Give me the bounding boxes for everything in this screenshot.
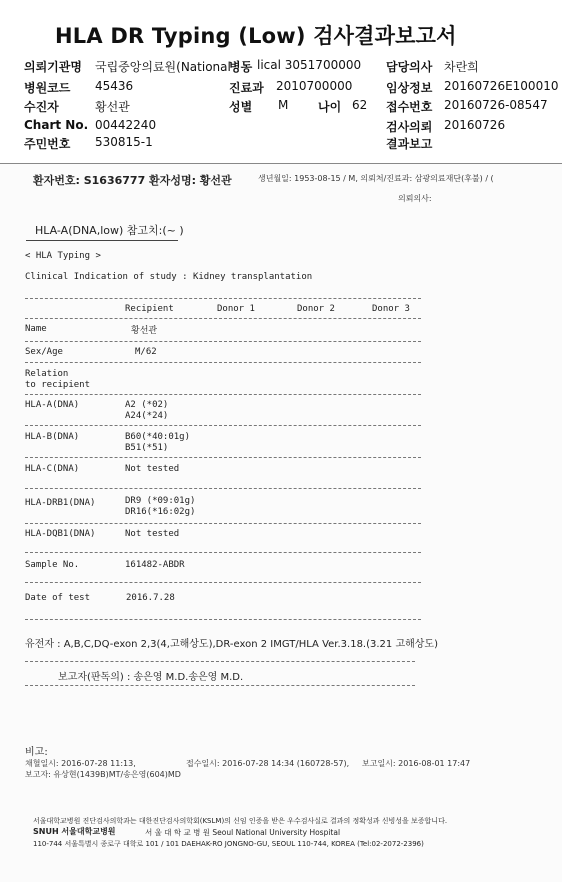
section-title: < HLA Typing >: [25, 251, 101, 261]
label-ward: 병동: [229, 60, 253, 74]
divider: [25, 619, 421, 620]
label-sex: 성별: [229, 100, 253, 114]
report-title: HLA DR Typing (Low) 검사결과보고서: [55, 24, 457, 48]
hla-reference: HLA-A(DNA,low) 참고치:(~ ): [35, 224, 184, 237]
label-resident-no: 주민번호: [24, 137, 71, 151]
label-result-report: 결과보고: [386, 137, 433, 151]
row-label-date-of-test: Date of test: [25, 593, 91, 603]
value-doctor: 차란희: [444, 60, 479, 74]
col-donor-2: Donor 2: [297, 304, 335, 314]
value-age: 62: [352, 98, 368, 112]
requester-line: 의뢰의사:: [398, 194, 432, 203]
row-label-sample-no: Sample No.: [25, 560, 80, 570]
row-label-relation-2: to recipient: [25, 380, 91, 390]
patient-line: 환자번호: S1636777 환자성명: 황선관: [33, 174, 232, 187]
label-clinical-info: 임상정보: [386, 81, 433, 95]
divider: [25, 523, 421, 524]
divider: [25, 552, 421, 553]
row-label-name: Name: [25, 324, 47, 334]
divider: [25, 341, 421, 342]
value-hospital-code: 45436: [95, 79, 134, 93]
label-institution: 의뢰기관명: [24, 60, 82, 74]
value-institution: 국립중앙의료원(National: [95, 60, 231, 74]
label-patient: 수진자: [24, 100, 59, 114]
col-recipient: Recipient: [125, 304, 174, 314]
row-value-hla-dqb1: Not tested: [125, 529, 180, 539]
label-hospital-code: 병원코드: [24, 81, 71, 95]
divider: [25, 425, 421, 426]
row-value-date-of-test: 2016.7.28: [126, 593, 175, 603]
row-label-relation: Relation: [25, 369, 69, 379]
divider: [25, 488, 421, 489]
row-value-hla-c: Not tested: [125, 464, 180, 474]
dob-line: 생년월일: 1953-08-15 / M, 의뢰처/진료과: 삼광의료재단(후불) / (: [258, 174, 494, 183]
label-chart-no: Chart No.: [24, 118, 89, 132]
row-label-hla-a: HLA-A(DNA): [25, 400, 80, 410]
label-department: 진료과: [229, 81, 264, 95]
divider: [25, 394, 421, 395]
clinical-indication: Clinical Indication of study : Kidney transplantation: [25, 272, 313, 282]
divider: [25, 582, 421, 583]
col-donor-1: Donor 1: [217, 304, 255, 314]
row-label-sex-age: Sex/Age: [25, 347, 63, 357]
method-line: 유전자 : A,B,C,DQ-exon 2,3(4,고해상도),DR-exon 2 IMGT/HLA Ver.3.18.(3.21 고해상도): [25, 639, 438, 650]
value-request-date: 20160726: [444, 118, 506, 132]
snuh-logo-text: SNUH 서울대학교병원: [33, 827, 116, 836]
row-value-hla-a: A2 (*02): [125, 400, 169, 410]
row-value-sample-no: 161482-ABDR: [125, 560, 185, 570]
label-accession: 접수번호: [386, 100, 433, 114]
divider: [25, 661, 415, 662]
value-sex: M: [278, 98, 289, 112]
certification-text: 서울대학교병원 진단검사의학과는 대한진단검사의학회(KSLM)의 신임 인증을 받은 우수검사실로 결과의 정확성과 신빙성을 보증합니다.: [33, 817, 448, 825]
label-doctor: 담당의사: [386, 60, 433, 74]
divider: [25, 457, 421, 458]
reported-time: 보고일시: 2016-08-01 17:47: [362, 759, 471, 768]
reporter-line: 보고자(판독의) : 송은영 M.D.송은영 M.D.: [58, 672, 244, 683]
row-value-hla-b-2: B51(*51): [125, 443, 169, 453]
label-request-date: 검사의뢰: [386, 120, 433, 134]
row-value-sex-age: M/62: [135, 347, 157, 357]
ref-underline: [26, 240, 178, 241]
scan-top-border: [0, 163, 562, 164]
divider: [25, 362, 421, 363]
value-clinical-info: 20160726E100010: [444, 79, 559, 93]
value-chart-no: 00442240: [95, 118, 157, 132]
note-label: 비고:: [25, 747, 48, 758]
col-donor-3: Donor 3: [372, 304, 410, 314]
divider: [25, 298, 421, 299]
scanned-report: [0, 163, 562, 882]
row-label-hla-c: HLA-C(DNA): [25, 464, 80, 474]
label-age: 나이: [318, 100, 342, 114]
value-patient: 황선관: [95, 100, 130, 114]
row-value-name: 황선관: [131, 326, 158, 336]
value-department: 2010700000: [276, 79, 353, 93]
row-value-hla-drb1-2: DR16(*16:02g): [125, 507, 196, 517]
row-value-hla-drb1: DR9 (*09:01g): [125, 496, 196, 506]
divider: [25, 318, 421, 319]
hospital-name: 서 울 대 학 교 병 원 Seoul National University Hospital: [145, 828, 341, 837]
row-label-hla-drb1: HLA-DRB1(DNA): [25, 498, 96, 508]
value-ward: lical 3051700000: [257, 58, 362, 72]
hospital-address: 110-744 서울특별시 종로구 대학로 101 / 101 DAEHAK-RO JONGNO-GU, SEOUL 110-744, KOREA (Tel:02-2072-2396): [33, 840, 424, 848]
reporters-line: 보고자: 유상현(1439B)MT/송은영(604)MD: [25, 770, 181, 779]
row-value-hla-a-2: A24(*24): [125, 411, 169, 421]
value-resident-no: 530815-1: [95, 135, 153, 149]
value-accession: 20160726-08547: [444, 98, 548, 112]
divider: [25, 685, 415, 686]
collected-time: 채혈일시: 2016-07-28 11:13,: [25, 759, 136, 768]
snuh-logo: [33, 826, 116, 837]
row-label-hla-b: HLA-B(DNA): [25, 432, 80, 442]
row-label-hla-dqb1: HLA-DQB1(DNA): [25, 529, 96, 539]
row-value-hla-b: B60(*40:01g): [125, 432, 191, 442]
received-time: 접수일시: 2016-07-28 14:34 (160728-57),: [186, 759, 350, 768]
